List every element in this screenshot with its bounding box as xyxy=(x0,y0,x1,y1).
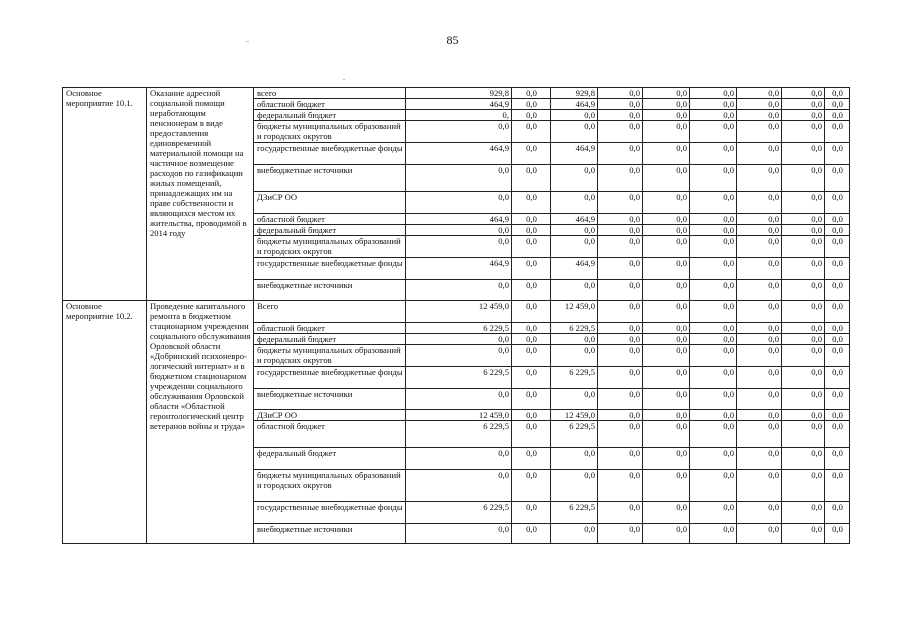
amount-cell: 0,0 xyxy=(737,88,782,99)
amount-cell: 0,0 xyxy=(825,367,850,389)
amount-cell: 0,0 xyxy=(825,143,850,165)
measure-code: Основное мероприятие 10.2. xyxy=(63,301,147,544)
amount-cell: 0,0 xyxy=(512,99,551,110)
amount-cell: 0,0 xyxy=(782,323,825,334)
amount-cell: 0,0 xyxy=(825,448,850,470)
amount-cell: 0,0 xyxy=(690,214,737,225)
amount-cell: 0,0 xyxy=(825,301,850,323)
amount-cell: 0,0 xyxy=(551,389,598,410)
amount-cell: 0,0 xyxy=(406,334,512,345)
amount-cell: 0,0 xyxy=(512,214,551,225)
amount-cell: 0,0 xyxy=(737,524,782,544)
amount-cell: 0,0 xyxy=(512,421,551,448)
amount-cell: 0,0 xyxy=(643,421,690,448)
amount-cell: 0,0 xyxy=(512,110,551,121)
amount-cell: 0,0 xyxy=(643,280,690,301)
amount-cell: 0,0 xyxy=(737,448,782,470)
amount-cell: 0,0 xyxy=(737,410,782,421)
amount-cell: 0,0 xyxy=(598,225,643,236)
funding-source: областной бюджет xyxy=(254,99,406,110)
amount-cell: 12 459,0 xyxy=(551,301,598,323)
amount-cell: 6 229,5 xyxy=(551,421,598,448)
amount-cell: 0,0 xyxy=(406,280,512,301)
table-row xyxy=(63,88,850,99)
amount-cell: 0,0 xyxy=(598,236,643,258)
amount-cell: 0,0 xyxy=(690,121,737,143)
amount-cell: 0,0 xyxy=(782,258,825,280)
amount-cell: 0,0 xyxy=(690,502,737,524)
amount-cell: 6 229,5 xyxy=(406,323,512,334)
amount-cell: 0,0 xyxy=(782,165,825,192)
amount-cell: 0,0 xyxy=(782,192,825,214)
amount-cell: 0,0 xyxy=(406,448,512,470)
amount-cell: 0,0 xyxy=(737,345,782,367)
amount-cell: 0,0 xyxy=(782,410,825,421)
amount-cell: 0,0 xyxy=(643,236,690,258)
amount-cell: 0,0 xyxy=(598,410,643,421)
amount-cell: 0,0 xyxy=(551,110,598,121)
amount-cell: 0,0 xyxy=(598,448,643,470)
funding-source: областной бюджет xyxy=(254,323,406,334)
amount-cell: 0,0 xyxy=(782,367,825,389)
amount-cell: 0,0 xyxy=(643,367,690,389)
amount-cell: 0,0 xyxy=(643,121,690,143)
amount-cell: 0,0 xyxy=(406,389,512,410)
amount-cell: 0,0 xyxy=(643,165,690,192)
amount-cell: 0,0 xyxy=(406,121,512,143)
amount-cell: 0,0 xyxy=(598,389,643,410)
amount-cell: 0,0 xyxy=(690,165,737,192)
amount-cell: 0,0 xyxy=(782,280,825,301)
amount-cell: 0,0 xyxy=(825,334,850,345)
amount-cell: 0,0 xyxy=(690,323,737,334)
amount-cell: 0,0 xyxy=(406,192,512,214)
amount-cell: 0,0 xyxy=(737,143,782,165)
amount-cell: 464,9 xyxy=(551,214,598,225)
amount-cell: 464,9 xyxy=(551,143,598,165)
amount-cell: 0,0 xyxy=(690,448,737,470)
amount-cell: 0,0 xyxy=(406,225,512,236)
amount-cell: 0,0 xyxy=(512,225,551,236)
amount-cell: 0,0 xyxy=(825,470,850,502)
amount-cell: 6 229,5 xyxy=(406,367,512,389)
amount-cell: 0,0 xyxy=(782,143,825,165)
amount-cell: 0,0 xyxy=(551,345,598,367)
funding-source: федеральный бюджет xyxy=(254,448,406,470)
amount-cell: 0,0 xyxy=(825,225,850,236)
amount-cell: 0,0 xyxy=(512,470,551,502)
amount-cell: 0,0 xyxy=(782,502,825,524)
amount-cell: 0,0 xyxy=(598,421,643,448)
funding-source: внебюджетные источники xyxy=(254,389,406,410)
amount-cell: 0,0 xyxy=(690,192,737,214)
amount-cell: 0,0 xyxy=(737,121,782,143)
amount-cell: 0,0 xyxy=(690,301,737,323)
amount-cell: 0,0 xyxy=(512,192,551,214)
amount-cell: 0,0 xyxy=(825,88,850,99)
amount-cell: 0,0 xyxy=(782,448,825,470)
amount-cell: 0,0 xyxy=(737,470,782,502)
amount-cell: 0,0 xyxy=(512,345,551,367)
amount-cell: 0, xyxy=(406,110,512,121)
amount-cell: 0,0 xyxy=(551,192,598,214)
amount-cell: 0,0 xyxy=(512,524,551,544)
amount-cell: 0,0 xyxy=(643,323,690,334)
amount-cell: 0,0 xyxy=(825,110,850,121)
amount-cell: 0,0 xyxy=(690,389,737,410)
amount-cell: 0,0 xyxy=(782,225,825,236)
amount-cell: 0,0 xyxy=(598,165,643,192)
funding-source: Всего xyxy=(254,301,406,323)
amount-cell: 0,0 xyxy=(737,367,782,389)
funding-source: ДЗиСР ОО xyxy=(254,410,406,421)
amount-cell: 0,0 xyxy=(598,258,643,280)
amount-cell: 0,0 xyxy=(598,143,643,165)
amount-cell: 0,0 xyxy=(825,99,850,110)
funding-source: внебюджетные источники xyxy=(254,165,406,192)
funding-source: внебюджетные источники xyxy=(254,280,406,301)
amount-cell: 0,0 xyxy=(782,345,825,367)
funding-source: всего xyxy=(254,88,406,99)
amount-cell: 0,0 xyxy=(782,421,825,448)
funding-source: государственные внебюджетные фонды xyxy=(254,367,406,389)
amount-cell: 0,0 xyxy=(643,345,690,367)
amount-cell: 0,0 xyxy=(690,345,737,367)
amount-cell: 0,0 xyxy=(690,88,737,99)
amount-cell: 0,0 xyxy=(737,421,782,448)
funding-source: внебюджетные источники xyxy=(254,524,406,544)
amount-cell: 0,0 xyxy=(643,192,690,214)
amount-cell: 0,0 xyxy=(737,99,782,110)
amount-cell: 0,0 xyxy=(737,301,782,323)
amount-cell: 0,0 xyxy=(690,236,737,258)
amount-cell: 0,0 xyxy=(782,301,825,323)
amount-cell: 0,0 xyxy=(825,345,850,367)
amount-cell: 0,0 xyxy=(782,524,825,544)
amount-cell: 0,0 xyxy=(782,214,825,225)
amount-cell: 0,0 xyxy=(782,110,825,121)
budget-table xyxy=(62,87,850,544)
amount-cell: 0,0 xyxy=(598,280,643,301)
amount-cell: 0,0 xyxy=(782,121,825,143)
amount-cell: 0,0 xyxy=(406,345,512,367)
amount-cell: 0,0 xyxy=(551,225,598,236)
amount-cell: 0,0 xyxy=(598,214,643,225)
amount-cell: 464,9 xyxy=(551,99,598,110)
amount-cell: 0,0 xyxy=(643,258,690,280)
amount-cell: 0,0 xyxy=(737,323,782,334)
scan-speck xyxy=(246,41,249,42)
amount-cell: 0,0 xyxy=(512,88,551,99)
amount-cell: 0,0 xyxy=(598,99,643,110)
amount-cell: 0,0 xyxy=(598,367,643,389)
amount-cell: 0,0 xyxy=(825,323,850,334)
amount-cell: 0,0 xyxy=(512,143,551,165)
funding-source: государственные внебюджетные фонды xyxy=(254,502,406,524)
amount-cell: 0,0 xyxy=(782,334,825,345)
amount-cell: 0,0 xyxy=(512,448,551,470)
amount-cell: 0,0 xyxy=(512,280,551,301)
amount-cell: 0,0 xyxy=(598,110,643,121)
amount-cell: 0,0 xyxy=(737,192,782,214)
amount-cell: 0,0 xyxy=(598,470,643,502)
amount-cell: 0,0 xyxy=(643,389,690,410)
amount-cell: 464,9 xyxy=(406,214,512,225)
amount-cell: 0,0 xyxy=(643,110,690,121)
amount-cell: 0,0 xyxy=(737,389,782,410)
amount-cell: 6 229,5 xyxy=(406,502,512,524)
amount-cell: 464,9 xyxy=(406,258,512,280)
amount-cell: 0,0 xyxy=(598,301,643,323)
amount-cell: 0,0 xyxy=(782,470,825,502)
amount-cell: 0,0 xyxy=(737,334,782,345)
amount-cell: 464,9 xyxy=(551,258,598,280)
amount-cell: 0,0 xyxy=(551,280,598,301)
amount-cell: 929,8 xyxy=(551,88,598,99)
amount-cell: 6 229,5 xyxy=(551,323,598,334)
amount-cell: 0,0 xyxy=(406,470,512,502)
amount-cell: 0,0 xyxy=(690,99,737,110)
amount-cell: 0,0 xyxy=(598,524,643,544)
amount-cell: 0,0 xyxy=(825,280,850,301)
amount-cell: 0,0 xyxy=(643,410,690,421)
amount-cell: 0,0 xyxy=(690,410,737,421)
amount-cell: 0,0 xyxy=(690,143,737,165)
amount-cell: 0,0 xyxy=(512,410,551,421)
amount-cell: 0,0 xyxy=(690,421,737,448)
funding-source: бюджеты муниципальных образований и городских округов xyxy=(254,470,406,502)
funding-source: федеральный бюджет xyxy=(254,110,406,121)
amount-cell: 0,0 xyxy=(598,345,643,367)
amount-cell: 0,0 xyxy=(512,121,551,143)
amount-cell: 0,0 xyxy=(782,99,825,110)
amount-cell: 0,0 xyxy=(512,236,551,258)
amount-cell: 0,0 xyxy=(825,236,850,258)
amount-cell: 0,0 xyxy=(690,280,737,301)
funding-source: бюджеты муниципальных образований и городских округов xyxy=(254,345,406,367)
amount-cell: 0,0 xyxy=(643,524,690,544)
amount-cell: 0,0 xyxy=(825,258,850,280)
amount-cell: 12 459,0 xyxy=(406,301,512,323)
amount-cell: 0,0 xyxy=(690,470,737,502)
amount-cell: 6 229,5 xyxy=(551,502,598,524)
amount-cell: 0,0 xyxy=(643,334,690,345)
amount-cell: 0,0 xyxy=(690,367,737,389)
amount-cell: 0,0 xyxy=(406,236,512,258)
table-row xyxy=(63,301,850,323)
amount-cell: 0,0 xyxy=(782,88,825,99)
amount-cell: 0,0 xyxy=(512,165,551,192)
amount-cell: 12 459,0 xyxy=(406,410,512,421)
amount-cell: 0,0 xyxy=(551,121,598,143)
amount-cell: 0,0 xyxy=(551,470,598,502)
measure-description: Оказание адресной социальной помощи неработающим пенсионерам в виде предоставления единовременной материальной помощи на частичное возмещение расходов по газификации жилых помещений, принадлежащих им на праве собственности и являющихся местом их жительства, проводимой в 2014 году xyxy=(147,88,254,301)
funding-source: федеральный бюджет xyxy=(254,334,406,345)
amount-cell: 0,0 xyxy=(643,225,690,236)
amount-cell: 0,0 xyxy=(551,334,598,345)
measure-code: Основное мероприятие 10.1. xyxy=(63,88,147,301)
amount-cell: 0,0 xyxy=(598,192,643,214)
amount-cell: 0,0 xyxy=(598,121,643,143)
amount-cell: 0,0 xyxy=(782,389,825,410)
amount-cell: 0,0 xyxy=(737,225,782,236)
amount-cell: 0,0 xyxy=(643,88,690,99)
amount-cell: 0,0 xyxy=(825,165,850,192)
amount-cell: 12 459,0 xyxy=(551,410,598,421)
amount-cell: 0,0 xyxy=(825,421,850,448)
amount-cell: 0,0 xyxy=(690,334,737,345)
amount-cell: 0,0 xyxy=(643,99,690,110)
amount-cell: 0,0 xyxy=(598,88,643,99)
amount-cell: 0,0 xyxy=(551,524,598,544)
amount-cell: 0,0 xyxy=(598,323,643,334)
funding-source: государственные внебюджетные фонды xyxy=(254,258,406,280)
amount-cell: 0,0 xyxy=(512,367,551,389)
amount-cell: 464,9 xyxy=(406,99,512,110)
amount-cell: 0,0 xyxy=(737,236,782,258)
funding-source: областной бюджет xyxy=(254,214,406,225)
amount-cell: 0,0 xyxy=(825,502,850,524)
amount-cell: 0,0 xyxy=(643,470,690,502)
funding-source: бюджеты муниципальных образований и городских округов xyxy=(254,236,406,258)
funding-source: бюджеты муниципальных образований и городских округов xyxy=(254,121,406,143)
amount-cell: 0,0 xyxy=(551,448,598,470)
amount-cell: 0,0 xyxy=(690,225,737,236)
amount-cell: 0,0 xyxy=(737,214,782,225)
amount-cell: 0,0 xyxy=(737,110,782,121)
amount-cell: 0,0 xyxy=(737,280,782,301)
amount-cell: 0,0 xyxy=(737,502,782,524)
amount-cell: 0,0 xyxy=(737,258,782,280)
amount-cell: 0,0 xyxy=(512,334,551,345)
amount-cell: 0,0 xyxy=(598,502,643,524)
amount-cell: 0,0 xyxy=(512,323,551,334)
amount-cell: 0,0 xyxy=(643,214,690,225)
amount-cell: 0,0 xyxy=(598,334,643,345)
amount-cell: 0,0 xyxy=(512,502,551,524)
amount-cell: 0,0 xyxy=(643,143,690,165)
page-number: 85 xyxy=(446,33,459,47)
funding-source: федеральный бюджет xyxy=(254,225,406,236)
amount-cell: 0,0 xyxy=(825,192,850,214)
amount-cell: 0,0 xyxy=(406,524,512,544)
amount-cell: 0,0 xyxy=(825,524,850,544)
amount-cell: 0,0 xyxy=(690,110,737,121)
funding-source: ДЗиСР ОО xyxy=(254,192,406,214)
amount-cell: 6 229,5 xyxy=(406,421,512,448)
amount-cell: 0,0 xyxy=(643,502,690,524)
amount-cell: 0,0 xyxy=(512,389,551,410)
amount-cell: 0,0 xyxy=(551,236,598,258)
amount-cell: 0,0 xyxy=(782,236,825,258)
measure-description: Проведение капитального ремонта в бюджетном стационарном учреждении социального обслуживания Орловской области «Добринский психоневро-логический интернат» и в бюджетном стационарном учреждении социального обслуживания Орловской области «Областной геронтологический центр ветеранов войны и труда» xyxy=(147,301,254,544)
amount-cell: 6 229,5 xyxy=(551,367,598,389)
amount-cell: 0,0 xyxy=(406,165,512,192)
amount-cell: 0,0 xyxy=(737,165,782,192)
amount-cell: 464,9 xyxy=(406,143,512,165)
amount-cell: 0,0 xyxy=(512,258,551,280)
scan-speck xyxy=(343,79,345,80)
funding-source: областной бюджет xyxy=(254,421,406,448)
amount-cell: 0,0 xyxy=(512,301,551,323)
amount-cell: 0,0 xyxy=(690,524,737,544)
amount-cell: 0,0 xyxy=(825,410,850,421)
amount-cell: 0,0 xyxy=(643,301,690,323)
amount-cell: 0,0 xyxy=(643,448,690,470)
amount-cell: 929,8 xyxy=(406,88,512,99)
amount-cell: 0,0 xyxy=(690,258,737,280)
amount-cell: 0,0 xyxy=(825,389,850,410)
funding-source: государственные внебюджетные фонды xyxy=(254,143,406,165)
amount-cell: 0,0 xyxy=(825,121,850,143)
amount-cell: 0,0 xyxy=(551,165,598,192)
amount-cell: 0,0 xyxy=(825,214,850,225)
